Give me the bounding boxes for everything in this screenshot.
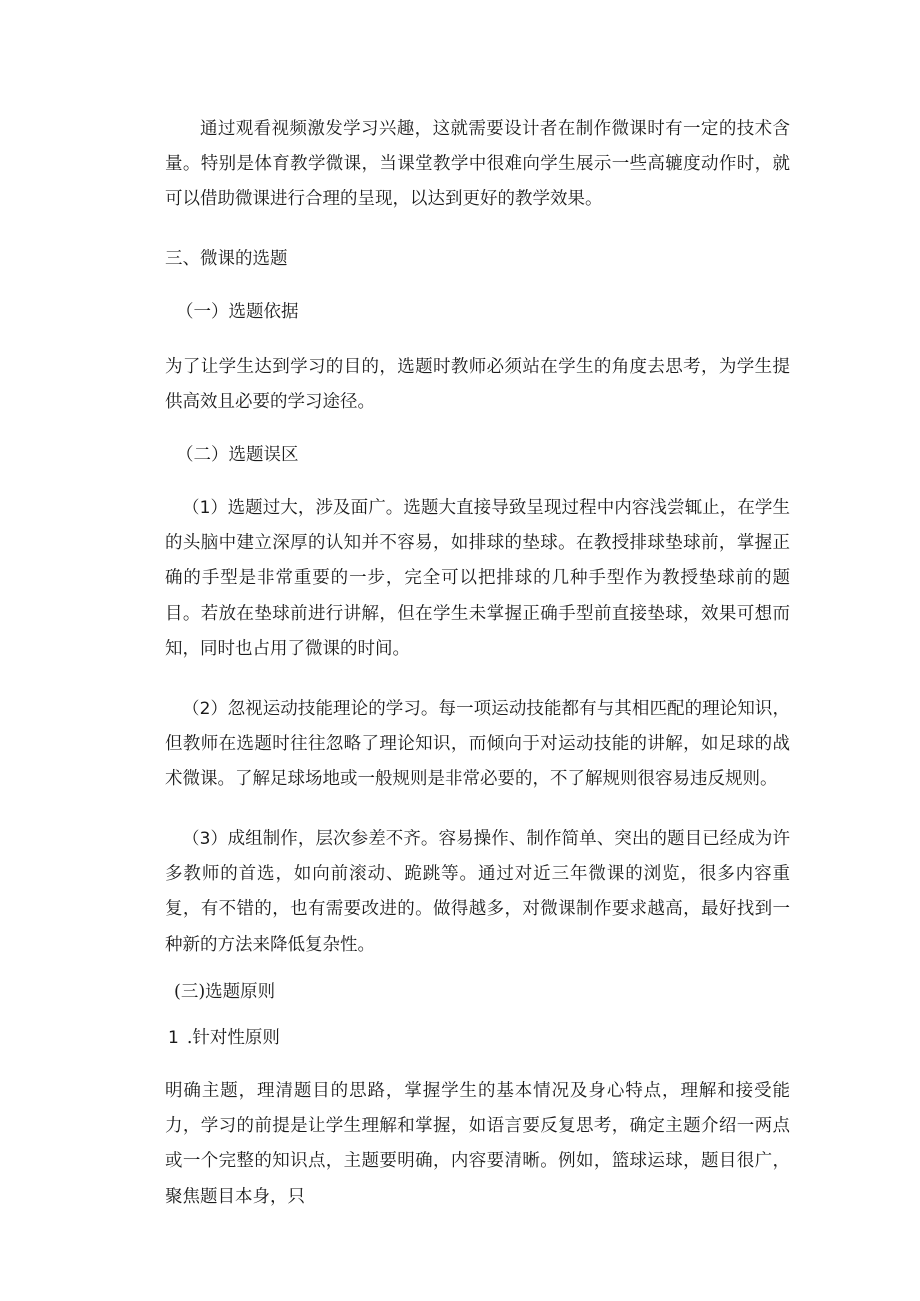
subsection-1-heading-text: （一）选题依据 (176, 302, 299, 322)
paragraph-intro-text: 通过观看视频激发学习兴趣，这就需要设计者在制作微课时有一定的技术含量。特别是体育教学微课，当课堂教学中很难向学生展示一些高辘度动作时，就可以借助微课进行合理的呈现，以达到更好的教学效果。 (165, 119, 790, 210)
paragraph-basis (165, 350, 790, 420)
principle-1-title: .针对性原则 (186, 1028, 280, 1048)
subsection-2-heading-text: （二）选题误区 (176, 445, 299, 465)
principle-1-heading (168, 1021, 280, 1056)
subsection-3-heading-text: (三)选题原则 (174, 982, 276, 1002)
list-item-3 (165, 822, 790, 963)
list-item-2 (165, 692, 790, 798)
subsection-1-heading (176, 295, 299, 330)
paragraph-principle-1-text: 明确主题，理清题目的思路，掌握学生的基本情况及身心特点，理解和接受能力，学习的前提是让学生理解和掌握，如语言要反复思考，确定主题介绍一两点或一个完整的知识点，主题要明确，内容要清晰。例如，篮球运球，题目很广，聚焦题目本身，只 (165, 1081, 790, 1207)
list-item-2-marker: （2） (182, 699, 228, 719)
list-item-1 (165, 491, 790, 667)
paragraph-principle-1 (165, 1074, 790, 1215)
list-item-1-marker: （1） (182, 498, 228, 518)
section-3-heading-text: 三、微课的选题 (165, 249, 288, 269)
list-item-2-text: 忽视运动技能理论的学习。每一项运动技能都有与其相匹配的理论知识，但教师在选题时往往忽略了理论知识，而倾向于对运动技能的讲解，如足球的战术微课。了解足球场地或一般规则是非常必要的，不了解规则很容易违反规则。 (165, 699, 790, 790)
subsection-2-heading (176, 438, 299, 473)
list-item-3-marker: （3） (182, 829, 228, 849)
principle-1-marker: 1 (168, 1028, 179, 1048)
subsection-3-heading (174, 975, 275, 1010)
list-item-3-text: 成组制作，层次参差不齐。容易操作、制作简单、突出的题目已经成为许多教师的首选，如向前滚动、跪跳等。通过对近三年微课的浏览，很多内容重复，有不错的，也有需要改进的。做得越多，对微课制作要求越高，最好找到一种新的方法来降低复杂性。 (165, 829, 790, 955)
paragraph-basis-text: 为了让学生达到学习的目的，选题时教师必须站在学生的角度去思考，为学生提供高效且必要的学习途径。 (165, 357, 790, 413)
list-item-1-text: 选题过大，涉及面广。选题大直接导致呈现过程中内容浅尝辄止，在学生的头脑中建立深厚的认知并不容易，如排球的垫球。在教授排球垫球前，掌握正确的手型是非常重要的一步，完全可以把排球的几种手型作为教授垫球前的题目。若放在垫球前进行讲解，但在学生未掌握正确手型前直接垫球，效果可想而知，同时也占用了微课的时间。 (165, 498, 790, 659)
section-3-heading (165, 242, 288, 277)
paragraph-intro (165, 112, 790, 218)
